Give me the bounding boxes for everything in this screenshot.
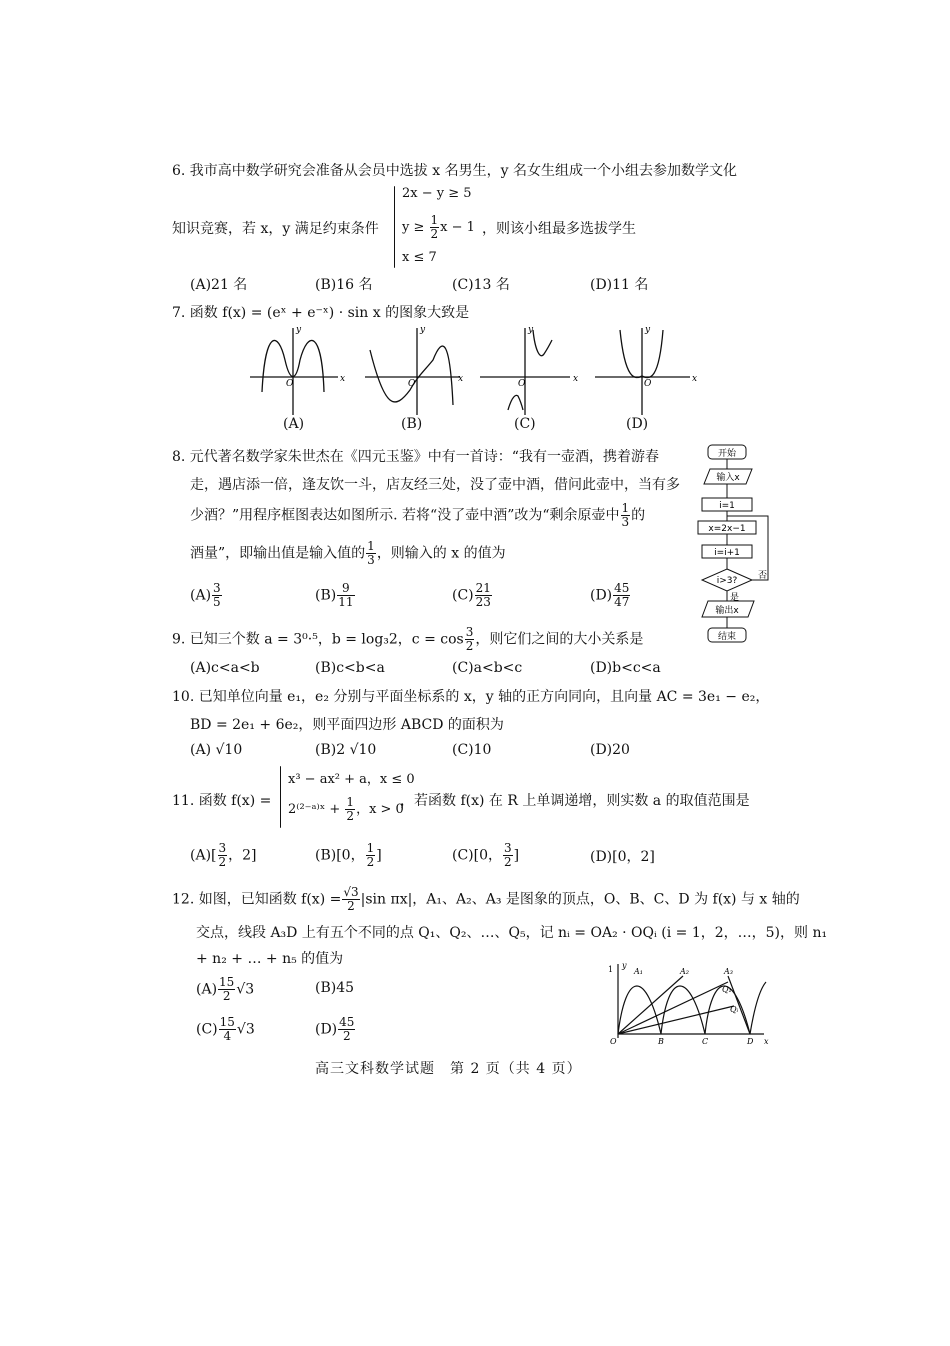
flow-start-text: 开始 xyxy=(717,449,737,459)
q7-a-origin: O xyxy=(286,379,294,389)
q7-d-origin: O xyxy=(644,379,652,389)
q11-option-d: (D)[0，2] xyxy=(590,849,655,865)
q12-tick-1: 1 xyxy=(608,965,614,974)
q11-option-b: (B)[0， $\frac{1}{2}$ ] xyxy=(315,841,382,869)
q7-a-y-label: y xyxy=(296,325,302,335)
q12-d-label: D xyxy=(747,1037,754,1046)
q7-c-origin: O xyxy=(518,379,526,389)
q12-oa2 xyxy=(618,976,683,1034)
q12-a1-label: A₁ xyxy=(634,967,643,976)
q7-d-x-label: x xyxy=(692,374,698,384)
q12-option-c: (C) $\frac{15}{4}$ √3 xyxy=(196,1015,255,1043)
q9-option-d: (D)b<c<a xyxy=(590,660,661,676)
q12-line1: 12. 如图，已知函数 f(x) = $\frac{√3}{2}$ |sin πx|，A₁、A₂、A₃ 是图象的顶点，O、B、C、D 为 f(x) 与 x 轴的 xyxy=(172,885,800,913)
q9-option-c: (C)a<b<c xyxy=(452,660,523,676)
q12-option-d: (D) $\frac{45}{2}$ xyxy=(315,1015,355,1043)
q8-line3: 少酒？”用程序框图表达如图所示. 若将“没了壶中酒”改为“剩余原壶中 $\frac{1}{3}$ 的 xyxy=(190,501,646,529)
q6-line2a: 知识竞赛，若 x，y 满足约束条件 xyxy=(172,221,379,237)
q7-d-y-label: y xyxy=(645,325,651,335)
q12-oqi xyxy=(618,1006,734,1034)
q11-option-a: (A)[ $\frac{3}{2}$ ，2] xyxy=(190,841,257,869)
q6-constraint-1: 2x − y ≥ 5 xyxy=(402,186,472,201)
q10-option-d: (D)20 xyxy=(590,742,630,758)
flow-step1-text: x=2x−1 xyxy=(708,524,746,534)
q12-q1-label: Q₁ xyxy=(722,985,732,994)
q6-brace xyxy=(394,186,395,268)
flow-init-text: i=1 xyxy=(719,501,735,511)
q8-option-b: (B) $\frac{9}{11}$ xyxy=(315,581,354,609)
q6-line1: 6. 我市高中数学研究会准备从会员中选拔 x 名男生，y 名女生组成一个小组去参加数学文化 xyxy=(172,163,737,179)
q12-y-label: y xyxy=(622,961,627,970)
q12-c-label: C xyxy=(702,1037,709,1046)
flow-yes-label: 是 xyxy=(730,593,740,603)
q12-a3-label: A₃ xyxy=(724,967,733,976)
q10-line2: BD = 2e₁ + 6e₂，则平面四边形 ABCD 的面积为 xyxy=(190,717,504,733)
q8-option-c: (C) $\frac{21}{23}$ xyxy=(452,581,491,609)
q12-curve xyxy=(618,982,766,1034)
q11-brace xyxy=(280,766,281,828)
q9-line1: 9. 已知三个数 a = 3⁰·⁵，b = log₃2，c = cos $\frac{3}{2}$ ，则它们之间的大小关系是 xyxy=(172,625,644,653)
q7-label-d: (D) xyxy=(626,416,649,432)
flow-output-text: 输出x xyxy=(715,606,739,616)
q9-option-a: (A)c<a<b xyxy=(190,660,260,676)
q6-line2b: ，则该小组最多选拔学生 xyxy=(482,221,636,237)
q7-c-y-label: y xyxy=(528,325,534,335)
q6-constraint-2: y ≥ $\frac{1}{2}$ x − 1 xyxy=(402,213,475,241)
q6-option-d: (D)11 名 xyxy=(590,277,649,293)
q6-option-a: (A)21 名 xyxy=(190,277,248,293)
q7-graph-d xyxy=(595,328,690,415)
q7-graph-c xyxy=(480,328,570,415)
q7-label-c: (C) xyxy=(514,416,536,432)
q8-line4: 酒量”，即输出值是输入值的 $\frac{1}{3}$ ，则输入的 x 的值为 xyxy=(190,539,506,567)
q10-line1: 10. 已知单位向量 e₁，e₂ 分别与平面坐标系的 x，y 轴的正方向同向，且向量 AC = 3e₁ − e₂， xyxy=(172,689,770,705)
q7-label-a: (A) xyxy=(283,416,305,432)
flow-no-label: 否 xyxy=(758,571,768,581)
q8-line2: 走，遇店添一倍，逢友饮一斗，店友经三处，没了壶中酒，借问此壶中，当有多 xyxy=(190,477,680,493)
q6-option-b: (B)16 名 xyxy=(315,277,373,293)
q11-tail: ，若函数 f(x) 在 R 上单调递增，则实数 a 的取值范围是 xyxy=(400,793,750,809)
page-footer: 高三文科数学试题 第 2 页（共 4 页） xyxy=(315,1061,582,1077)
q6-constraint-3: x ≤ 7 xyxy=(402,250,437,265)
q12-option-a: (A) $\frac{15}{2}$ √3 xyxy=(196,975,255,1003)
q8-option-a: (A) $\frac{3}{5}$ xyxy=(190,581,221,609)
q6-option-c: (C)13 名 xyxy=(452,277,510,293)
q11-piece-1: x³ − ax² + a，x ≤ 0 xyxy=(288,772,415,787)
flow-cond-text: i>3? xyxy=(716,576,738,586)
q12-o-label: O xyxy=(610,1037,617,1046)
q12-line2: 交点，线段 A₃D 上有五个不同的点 Q₁、Q₂、…、Q₅，记 nᵢ = OA₂ · OQᵢ (i = 1，2，…，5)，则 n₁ xyxy=(196,925,828,941)
q11-piece-2: 2⁽²⁻ᵃ⁾ˣ + $\frac{1}{2}$ ，x > 0 xyxy=(288,795,404,823)
q7-b-y-label: y xyxy=(420,325,426,335)
q12-a2-label: A₂ xyxy=(680,967,689,976)
flow-step2-text: i=i+1 xyxy=(714,548,740,558)
q9-option-b: (B)c<b<a xyxy=(315,660,385,676)
q7-c-x-label: x xyxy=(573,374,579,384)
q10-option-b: (B)2 √10 xyxy=(315,742,377,758)
q12-graph xyxy=(604,960,784,1050)
q7-line1: 7. 函数 f(x) = (eˣ + e⁻ˣ) · sin x 的图象大致是 xyxy=(172,305,470,321)
q12-x-label: x xyxy=(764,1037,769,1046)
q12-option-b: (B)45 xyxy=(315,980,355,996)
q7-label-b: (B) xyxy=(401,416,423,432)
q12-line3: + n₂ + … + n₅ 的值为 xyxy=(196,951,344,967)
q7-b-origin: O xyxy=(408,379,416,389)
q12-b-label: B xyxy=(658,1037,664,1046)
flow-end-text: 结束 xyxy=(717,632,737,642)
q8-option-d: (D) $\frac{45}{47}$ xyxy=(590,581,630,609)
q7-graphs xyxy=(240,320,940,440)
q7-graph-a xyxy=(250,328,338,415)
q7-b-x-label: x xyxy=(458,374,464,384)
q8-line1: 8. 元代著名数学家朱世杰在《四元玉鉴》中有一首诗：“我有一壶酒，携着游春 xyxy=(172,449,659,465)
q8-flowchart xyxy=(690,444,790,644)
flow-input-text: 输入x xyxy=(716,473,740,483)
q10-option-c: (C)10 xyxy=(452,742,492,758)
q7-graph-b xyxy=(365,328,460,415)
q12-qi-label: Qᵢ xyxy=(730,1005,739,1014)
q7-a-x-label: x xyxy=(340,374,346,384)
q11-lead: 11. 函数 f(x) = xyxy=(172,793,272,809)
q11-option-c: (C)[0， $\frac{3}{2}$ ] xyxy=(452,841,520,869)
q10-option-a: (A) √10 xyxy=(190,742,243,758)
